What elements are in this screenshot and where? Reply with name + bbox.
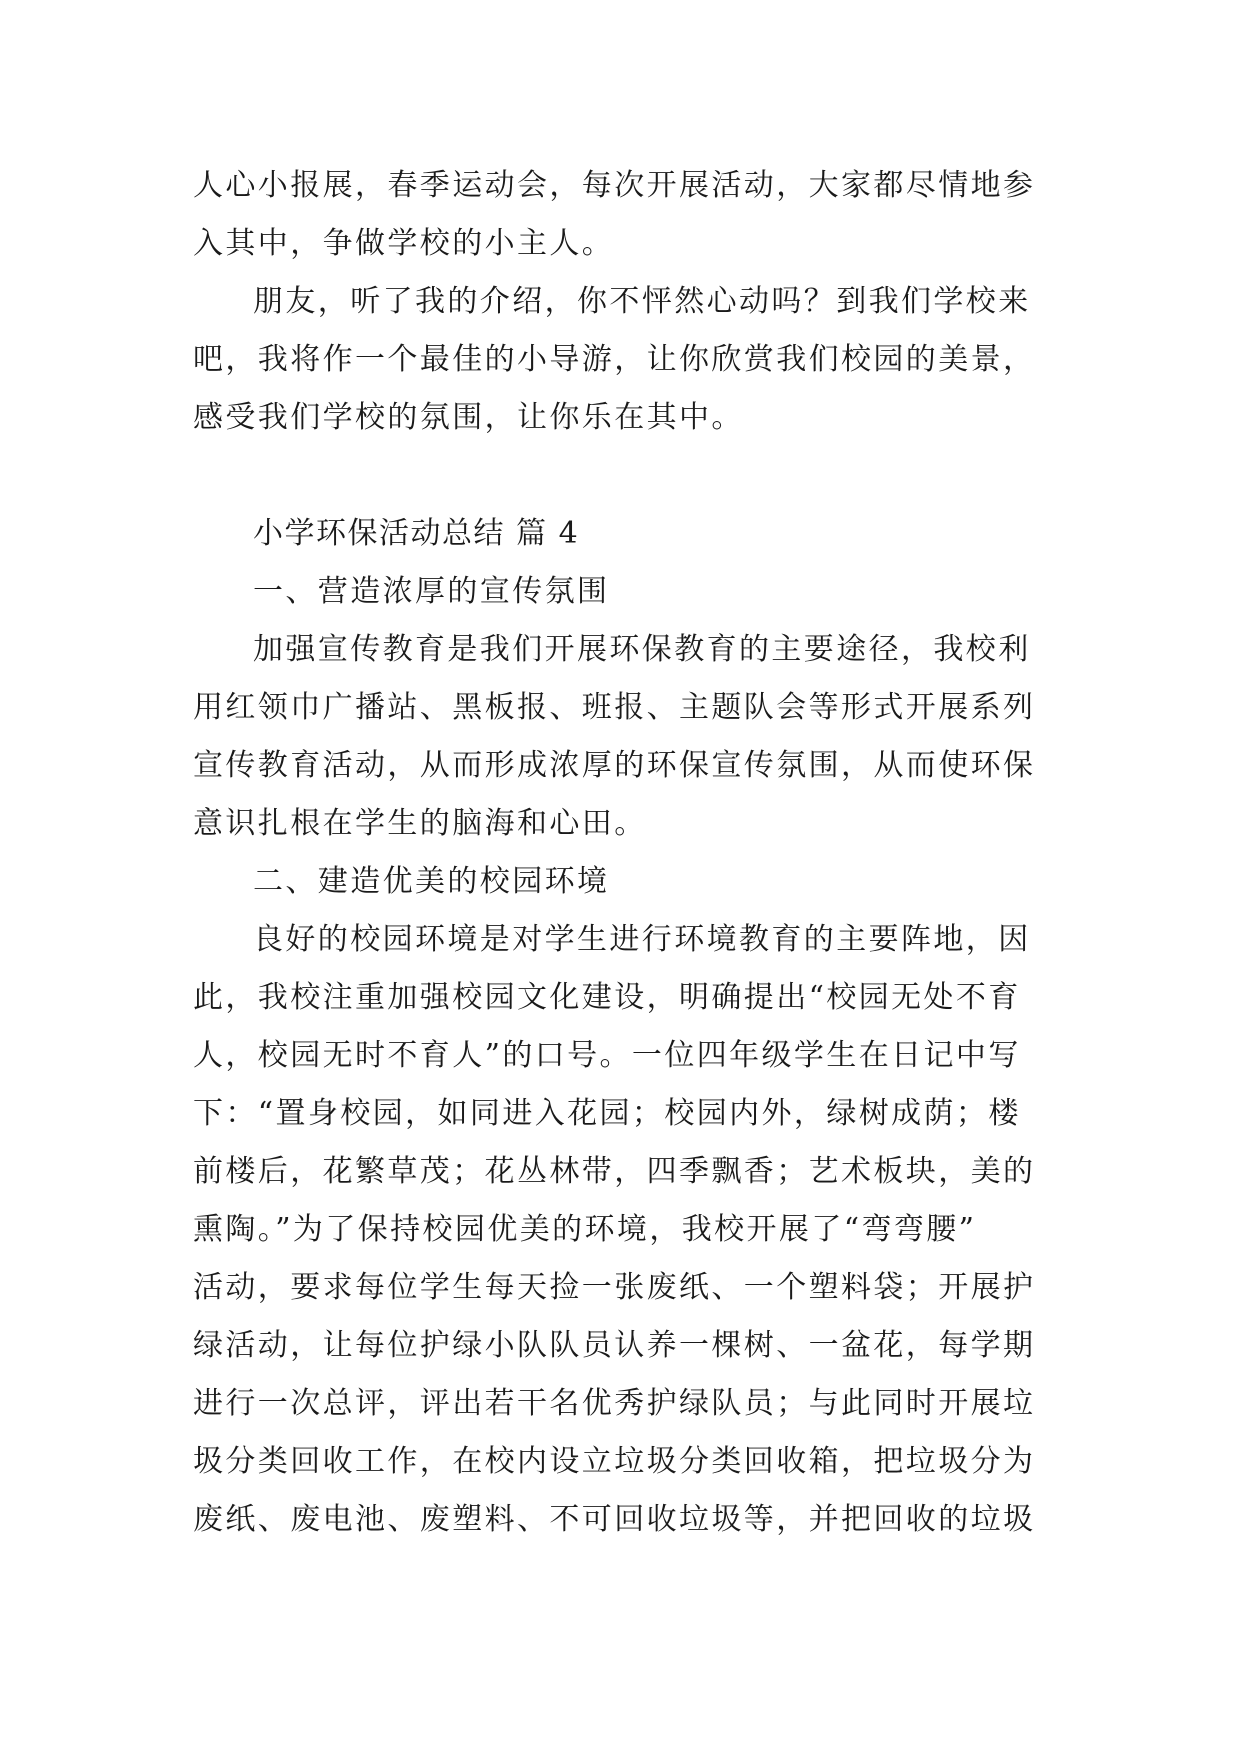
text-line-10: 良好的校园环境是对学生进行环境教育的主要阵地，因 <box>253 922 1031 957</box>
subheading-2: 二、建造优美的校园环境 <box>253 864 610 899</box>
text-line-2: 入其中，争做学校的小主人。 <box>193 226 615 261</box>
text-line-3: 朋友，听了我的介绍，你不怦然心动吗？到我们学校来 <box>253 284 1031 319</box>
text-line-15: 熏陶。”为了保持校园优美的环境，我校开展了“弯弯腰” <box>193 1212 977 1247</box>
text-line-4: 吧，我将作一个最佳的小导游，让你欣赏我们校园的美景， <box>193 342 1036 377</box>
text-line-8: 宣传教育活动，从而形成浓厚的环保宣传氛围，从而使环保 <box>193 748 1036 783</box>
text-line-5: 感受我们学校的氛围，让你乐在其中。 <box>193 400 744 435</box>
section-title: 小学环保活动总结 篇 4 <box>253 516 580 551</box>
text-line-16: 活动，要求每位学生每天捡一张废纸、一个塑料袋；开展护 <box>193 1270 1036 1305</box>
text-line-17: 绿活动，让每位护绿小队队员认养一棵树、一盆花，每学期 <box>193 1328 1036 1363</box>
subheading-1: 一、营造浓厚的宣传氛围 <box>253 574 610 609</box>
document-body <box>193 157 1055 1549</box>
text-line-9: 意识扎根在学生的脑海和心田。 <box>193 806 647 841</box>
text-line-18: 进行一次总评，评出若干名优秀护绿队员；与此同时开展垃 <box>193 1386 1036 1421</box>
text-line-6: 加强宣传教育是我们开展环保教育的主要途径，我校利 <box>253 632 1031 667</box>
text-line-13: 下：“置身校园，如同进入花园；校园内外，绿树成荫；楼 <box>193 1096 1021 1131</box>
text-line-14: 前楼后，花繁草茂；花丛林带，四季飘香；艺术板块，美的 <box>193 1154 1036 1189</box>
text-line-19: 圾分类回收工作，在校内设立垃圾分类回收箱，把垃圾分为 <box>193 1444 1036 1479</box>
text-line-1: 人心小报展，春季运动会，每次开展活动，大家都尽情地参 <box>193 168 1036 203</box>
paragraph-gap <box>193 447 1055 505</box>
text-line-12: 人，校园无时不育人”的口号。一位四年级学生在日记中写 <box>193 1038 1021 1073</box>
text-line-11: 此，我校注重加强校园文化建设，明确提出“校园无处不育 <box>193 980 1021 1015</box>
text-line-7: 用红领巾广播站、黑板报、班报、主题队会等形式开展系列 <box>193 690 1036 725</box>
text-line-20: 废纸、废电池、废塑料、不可回收垃圾等，并把回收的垃圾 <box>193 1502 1036 1537</box>
